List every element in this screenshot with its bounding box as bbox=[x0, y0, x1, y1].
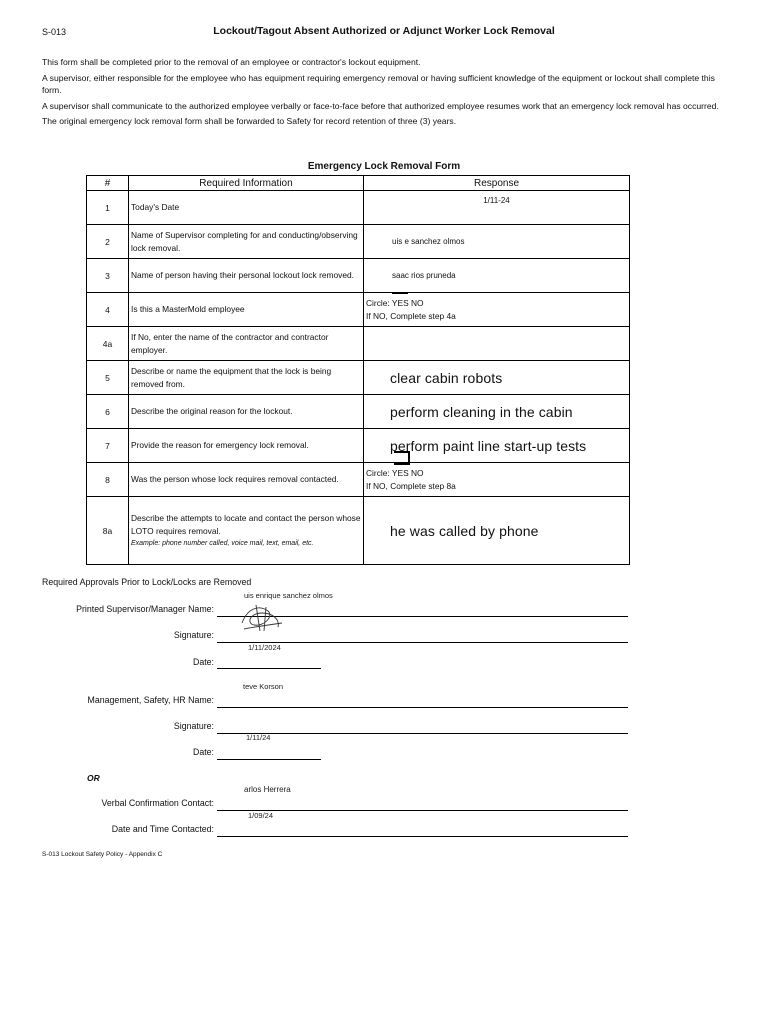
document-id: S-013 bbox=[42, 27, 67, 37]
row-response[interactable] bbox=[364, 225, 630, 259]
mgmt-name-value: teve Korson bbox=[243, 682, 284, 691]
table-row bbox=[87, 497, 630, 565]
table-row bbox=[87, 191, 630, 225]
intro-paragraph: The original emergency lock removal form shall be forwarded to Safety for record retention of three (3) years. bbox=[42, 116, 457, 127]
row-example: Example: phone number called, voice mail, text, email, etc. bbox=[131, 540, 314, 547]
mgmt-date-label: Date: bbox=[192, 747, 214, 757]
supervisor-date-label: Date: bbox=[192, 657, 214, 667]
row-required: Provide the reason for emergency lock removal. bbox=[129, 429, 364, 463]
row-num: 5 bbox=[87, 361, 129, 395]
yes-no-circle[interactable] bbox=[364, 297, 629, 322]
yes-no-instruction: If NO, Complete step 4a bbox=[366, 310, 456, 321]
approvals-title: Required Approvals Prior to Lock/Locks are Removed bbox=[42, 577, 252, 587]
row-num: 8 bbox=[87, 463, 129, 497]
table-row bbox=[87, 429, 630, 463]
table-row bbox=[87, 293, 630, 327]
response-text: 1/11-24 bbox=[483, 195, 510, 205]
verbal-contact-label: Verbal Confirmation Contact: bbox=[101, 798, 214, 808]
row-num: 4 bbox=[87, 293, 129, 327]
supervisor-name-label: Printed Supervisor/Manager Name: bbox=[76, 604, 214, 614]
response-text: uis e sanchez olmos bbox=[392, 237, 465, 246]
footer: S-013 Lockout Safety Policy - Appendix C bbox=[42, 851, 163, 858]
mgmt-signature-value: 1/11/24 bbox=[246, 733, 271, 742]
row-required bbox=[129, 497, 364, 565]
yes-no-circle[interactable] bbox=[364, 467, 629, 492]
row-required: Is this a MasterMold employee bbox=[129, 293, 364, 327]
row-response[interactable] bbox=[364, 293, 630, 327]
row-response[interactable] bbox=[364, 463, 630, 497]
row-required-text: Describe the attempts to locate and contact the person whose LOTO requires removal. bbox=[131, 513, 361, 536]
verbal-contact-field[interactable] bbox=[217, 810, 628, 811]
row-required: Describe the original reason for the lockout. bbox=[129, 395, 364, 429]
supervisor-date-field[interactable] bbox=[217, 668, 321, 669]
row-num: 6 bbox=[87, 395, 129, 429]
datetime-contacted-field[interactable] bbox=[217, 836, 628, 837]
row-response[interactable] bbox=[364, 395, 630, 429]
header-num: # bbox=[87, 176, 129, 191]
verbal-contact-value: arlos Herrera bbox=[244, 785, 291, 794]
mgmt-date-field[interactable] bbox=[217, 759, 321, 760]
or-label: OR bbox=[87, 773, 100, 783]
table-row bbox=[87, 361, 630, 395]
row-required: If No, enter the name of the contractor and contractor employer. bbox=[129, 327, 364, 361]
mgmt-name-field[interactable] bbox=[217, 707, 628, 708]
table-row bbox=[87, 327, 630, 361]
supervisor-date-value: 1/11/2024 bbox=[248, 643, 281, 652]
response-text: he was called by phone bbox=[390, 522, 539, 539]
row-required: Today's Date bbox=[129, 191, 364, 225]
row-response[interactable] bbox=[364, 259, 630, 293]
response-text: perform cleaning in the cabin bbox=[390, 403, 573, 420]
mgmt-signature-label: Signature: bbox=[173, 721, 214, 731]
row-required: Was the person whose lock requires removal contacted. bbox=[129, 463, 364, 497]
row-response[interactable] bbox=[364, 429, 630, 463]
table-row bbox=[87, 395, 630, 429]
table-row bbox=[87, 259, 630, 293]
lock-removal-table bbox=[86, 175, 630, 565]
mgmt-signature-field[interactable] bbox=[217, 733, 628, 734]
row-response[interactable] bbox=[364, 497, 630, 565]
yes-no-options: Circle: YES NO bbox=[366, 468, 424, 478]
intro-paragraph: A supervisor shall communicate to the authorized employee verbally or face-to-face before that authorized employee resumes work that an emergency lock removal has occurred. bbox=[42, 100, 719, 111]
row-num: 3 bbox=[87, 259, 129, 293]
supervisor-signature bbox=[238, 601, 284, 635]
row-num: 4a bbox=[87, 327, 129, 361]
row-required: Describe or name the equipment that the lock is being removed from. bbox=[129, 361, 364, 395]
table-header-row bbox=[87, 176, 630, 191]
yes-no-instruction: If NO, Complete step 8a bbox=[366, 480, 456, 491]
document-title: Lockout/Tagout Absent Authorized or Adjunct Worker Lock Removal bbox=[213, 25, 555, 37]
row-response[interactable] bbox=[364, 361, 630, 395]
table-row bbox=[87, 225, 630, 259]
row-num: 2 bbox=[87, 225, 129, 259]
supervisor-name-value: uis enrique sanchez olmos bbox=[244, 591, 333, 600]
row-num: 1 bbox=[87, 191, 129, 225]
intro-paragraph: This form shall be completed prior to the removal of an employee or contractor's lockout equipment. bbox=[42, 57, 421, 67]
form-title: Emergency Lock Removal Form bbox=[307, 161, 461, 172]
response-text: saac rios pruneda bbox=[392, 271, 456, 280]
datetime-contacted-value: 1/09/24 bbox=[248, 811, 274, 820]
table-row bbox=[87, 463, 630, 497]
response-text: perform paint line start-up tests bbox=[390, 437, 587, 454]
header-response: Response bbox=[364, 176, 630, 191]
row-response[interactable] bbox=[364, 327, 630, 361]
row-num: 7 bbox=[87, 429, 129, 463]
response-text: clear cabin robots bbox=[390, 369, 503, 386]
row-num: 8a bbox=[87, 497, 129, 565]
intro-paragraph: A supervisor, either responsible for the employee who has equipment requiring emergency removal or having sufficient knowledge of the equipment or lockout shall complete this form. bbox=[42, 72, 715, 96]
yes-no-options: Circle: YES NO bbox=[366, 298, 424, 308]
intro-text bbox=[42, 56, 732, 131]
row-response[interactable] bbox=[364, 191, 630, 225]
header-required: Required Information bbox=[129, 176, 364, 191]
mgmt-name-label: Management, Safety, HR Name: bbox=[87, 695, 214, 705]
row-required: Name of person having their personal lockout lock removed. bbox=[129, 259, 364, 293]
row-required: Name of Supervisor completing for and conducting/observing lock removal. bbox=[129, 225, 364, 259]
supervisor-signature-label: Signature: bbox=[173, 630, 214, 640]
datetime-contacted-label: Date and Time Contacted: bbox=[111, 824, 214, 834]
